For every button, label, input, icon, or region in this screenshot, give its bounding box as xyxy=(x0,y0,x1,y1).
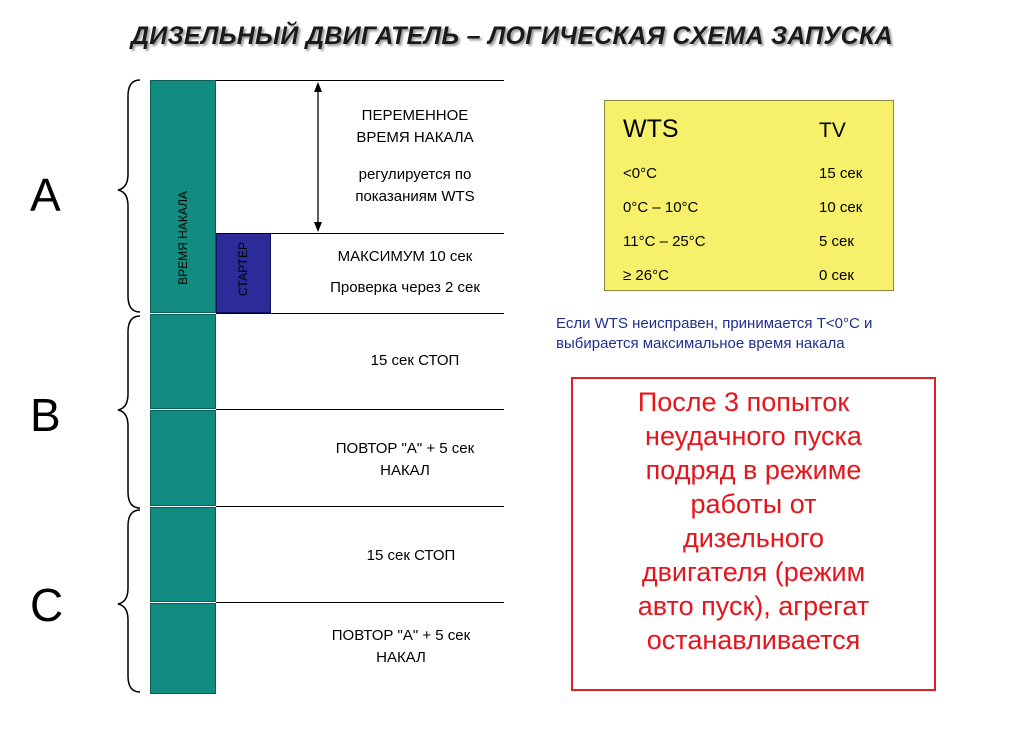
divider-line xyxy=(216,506,504,507)
glow-time-label: ВРЕМЯ НАКАЛА xyxy=(176,191,190,285)
phase-label-c: C xyxy=(30,579,64,631)
warning-box xyxy=(571,377,936,691)
starter-label: СТАРТЕР xyxy=(236,242,250,297)
glow-bar-b1 xyxy=(150,314,216,409)
brace-c xyxy=(118,510,140,692)
stop-text-b: 15 сек СТОП xyxy=(370,352,460,369)
divider-line xyxy=(216,409,504,410)
brace-a xyxy=(118,80,140,312)
page-title: ДИЗЕЛЬНЫЙ ДВИГАТЕЛЬ – ЛОГИЧЕСКАЯ СХЕМА ЗАПУСКА xyxy=(130,22,894,50)
wts-fault-note: Если WTS неисправен, принимается T<0°C и выбирается максимальное время накала xyxy=(556,315,873,352)
regulated-text: регулируется по показаниям WTS xyxy=(355,166,475,205)
tv-header: TV xyxy=(819,119,846,142)
warning-text: После 3 попыток неудачного пуска подряд в режиме работы от дизельного двигателя (режим авто пуск), агрегат останавливается xyxy=(637,387,870,655)
repeat-text-c: ПОВТОР "А" + 5 сек НАКАЛ xyxy=(331,627,471,666)
glow-bar-b2 xyxy=(150,410,216,506)
wts-header: WTS xyxy=(623,115,679,143)
stop-text-c: 15 сек СТОП xyxy=(366,547,456,564)
phase-label-a: A xyxy=(30,169,61,221)
divider-line xyxy=(216,233,504,234)
repeat-text-b: ПОВТОР "А" + 5 сек НАКАЛ xyxy=(335,440,475,479)
divider-line xyxy=(216,602,504,603)
divider-line xyxy=(216,313,504,314)
starter-block xyxy=(216,233,271,313)
check-text: Проверка через 2 сек xyxy=(330,279,480,296)
max-time-text: МАКСИМУМ 10 сек xyxy=(337,248,473,265)
divider-line xyxy=(216,80,504,81)
glow-bar-c2 xyxy=(150,603,216,694)
duration-arrow xyxy=(308,80,328,234)
glow-bar-c1 xyxy=(150,507,216,602)
brace-b xyxy=(118,316,140,508)
glow-bar-a xyxy=(150,80,216,313)
phase-label-b: B xyxy=(30,389,61,441)
wts-table: WTS TV <0°C 15 сек 0°C – 10°C 10 сек 11°C – 25°C 5 сек ≥ 26°C 0 сек xyxy=(604,100,894,291)
phase-braces xyxy=(110,74,150,696)
variable-glow-text: ПЕРЕМЕННОЕ ВРЕМЯ НАКАЛА xyxy=(356,107,474,146)
